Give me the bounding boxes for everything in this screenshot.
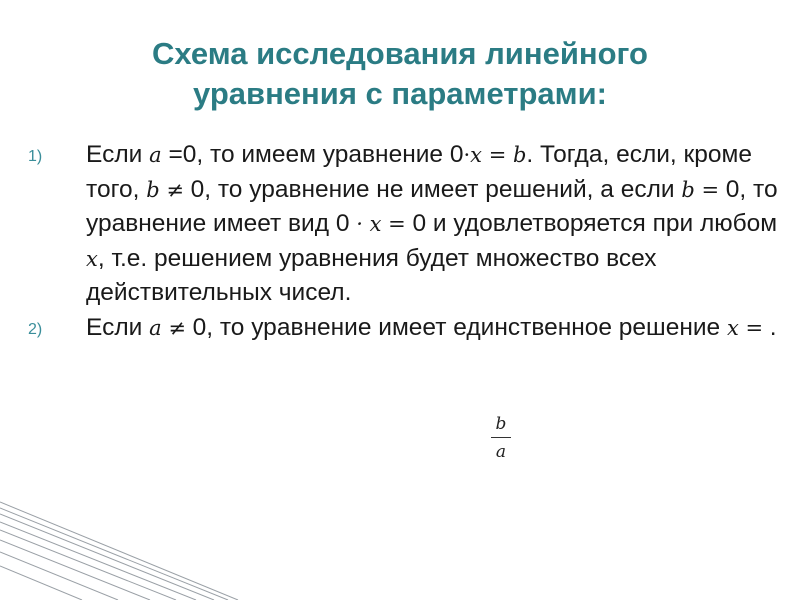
text: 0, то уравнение имеет единственное решение	[192, 313, 727, 341]
math-dot: ·	[463, 143, 471, 167]
list-item-1	[28, 138, 778, 311]
text: .	[769, 313, 777, 341]
math-dot-x: · x	[356, 212, 382, 236]
text: 0 и удовлетворяется при любом	[412, 210, 778, 237]
fraction-denominator: a	[495, 442, 507, 462]
fraction-b-over-a	[491, 414, 511, 462]
math-b: b	[146, 177, 160, 202]
title-line-2: уравнения с параметрами:	[193, 76, 607, 111]
text: 0, то уравнение имеет вид 0	[86, 175, 778, 237]
math-a: a	[149, 315, 162, 340]
item-list	[28, 138, 778, 345]
math-a: a	[149, 143, 162, 167]
math-equation: x = b	[470, 143, 527, 167]
text: , т.е. решением уравнения будет множество всех действительных чисел.	[86, 244, 657, 306]
item-marker-1: 1)	[28, 148, 43, 165]
math-x: x	[727, 315, 739, 340]
text: . Тогда, если, кроме того,	[86, 141, 752, 203]
math-x: x	[86, 246, 98, 271]
text: Если	[86, 313, 150, 341]
math-b: b	[681, 177, 695, 202]
list-item-2	[28, 311, 778, 346]
item-marker-2: 2)	[28, 320, 43, 338]
math-eq: =	[381, 212, 413, 236]
title-line-1: Схема исследования линейного	[152, 36, 648, 71]
fraction-bar	[491, 437, 511, 438]
fraction-numerator: b	[495, 414, 507, 434]
text: 0, то уравнение не имеет решений, а если	[190, 175, 682, 203]
slide-title	[40, 34, 760, 114]
text: =0, то имеем уравнение 0	[161, 141, 464, 168]
math-neq: ≠	[161, 315, 193, 340]
math-neq: ≠	[159, 177, 191, 202]
text: Если	[86, 141, 150, 168]
math-eq: =	[694, 177, 726, 202]
math-eq: =	[738, 315, 770, 340]
